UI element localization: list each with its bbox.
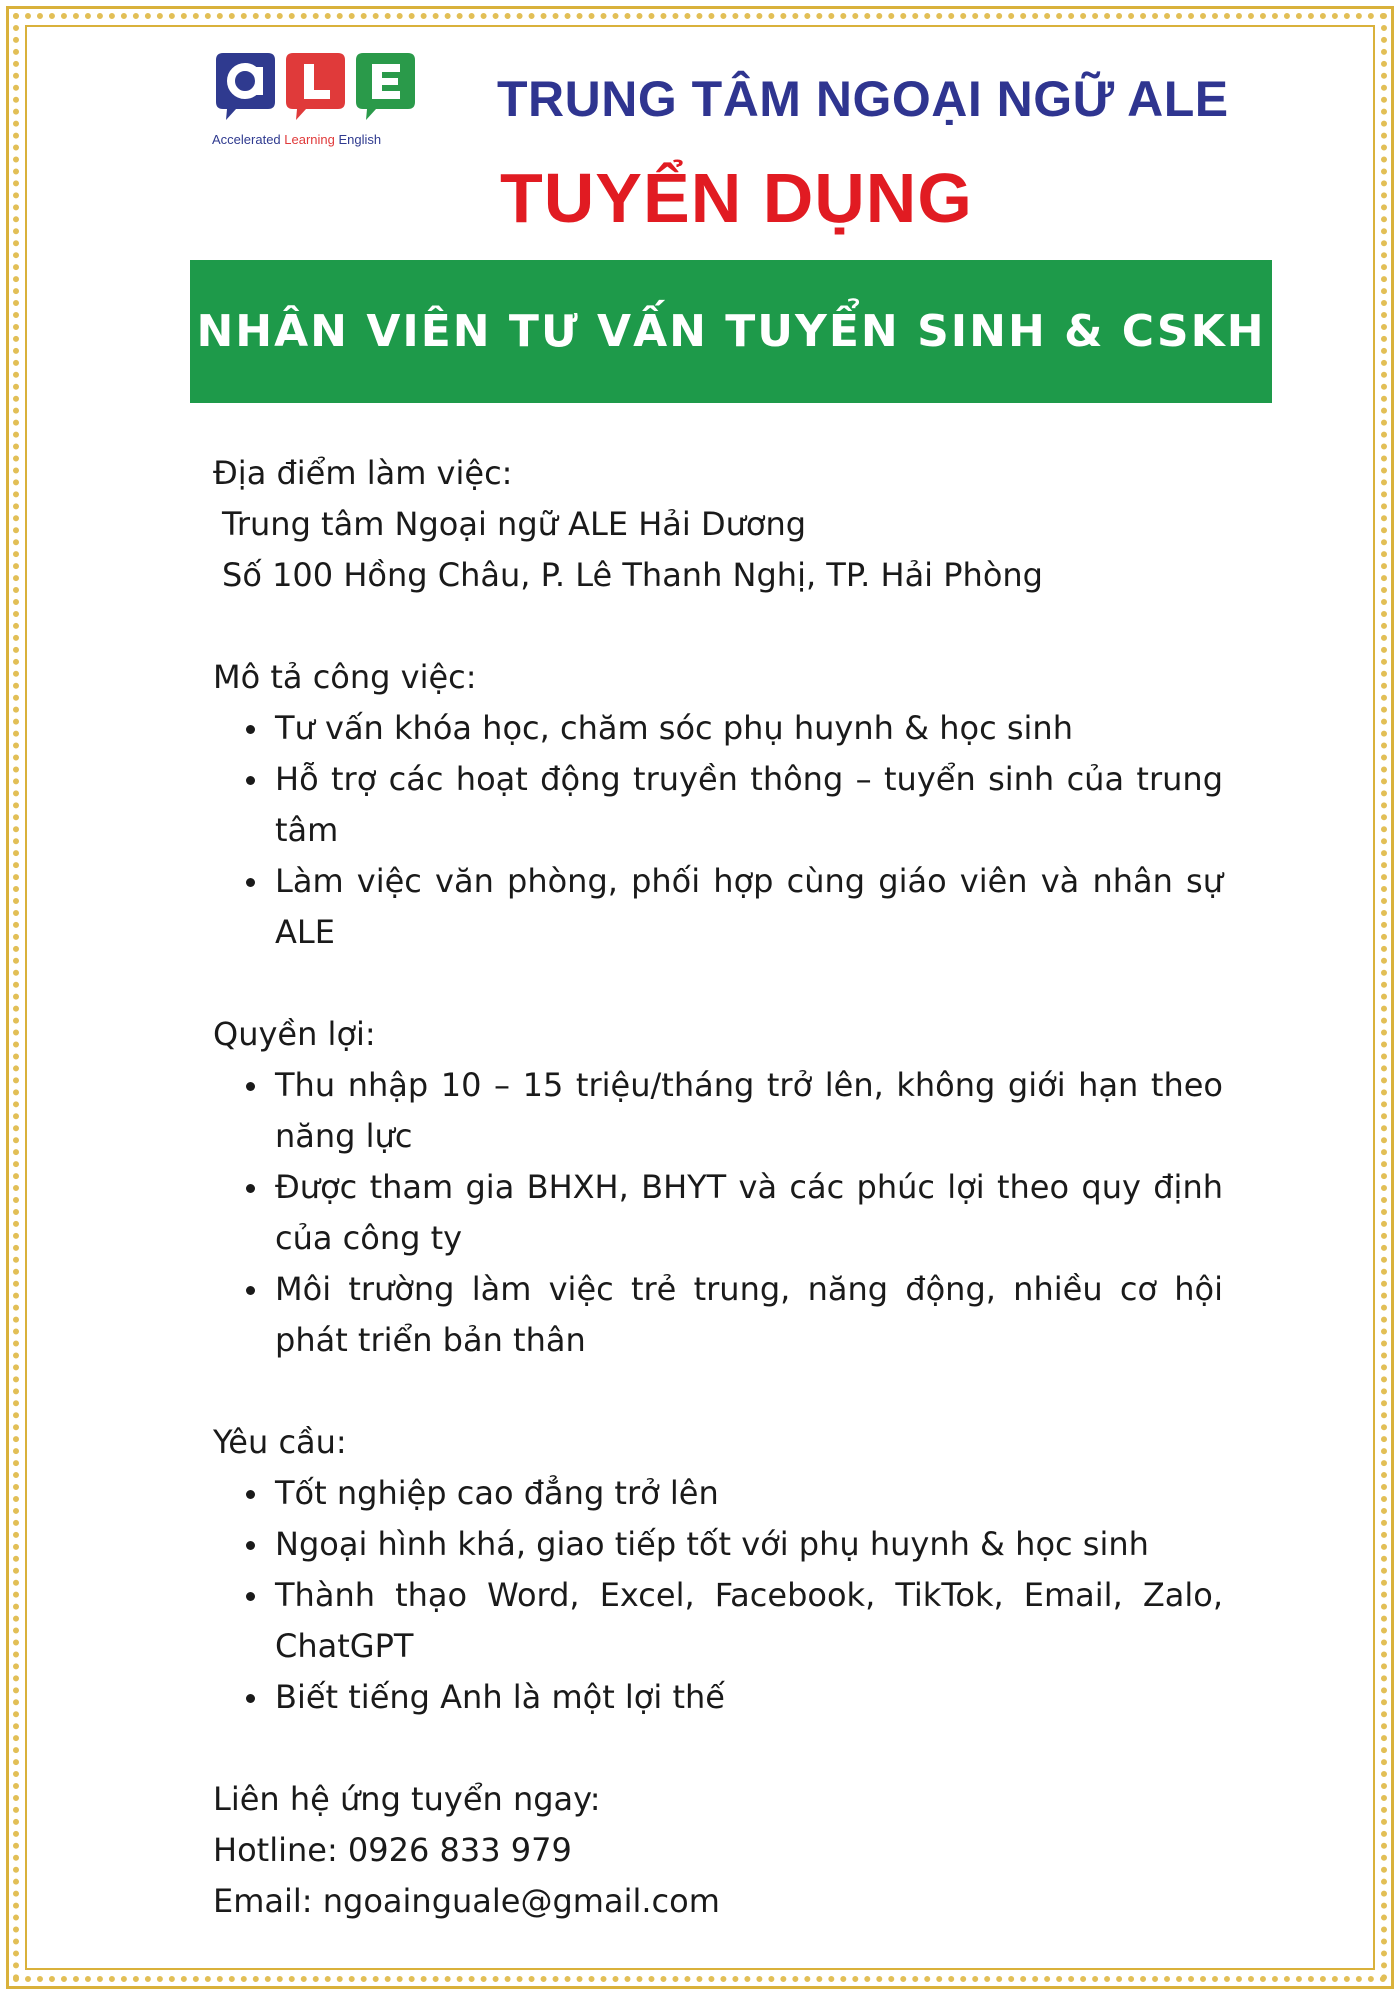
location-line: Số 100 Hồng Châu, P. Lê Thanh Nghị, TP. Hải Phòng [222,556,1043,594]
list-item: Được tham gia BHXH, BHYT và các phúc lợi theo quy định của công ty [213,1162,1223,1264]
job-description-section [213,652,1223,958]
requirements-section [213,1417,1223,1723]
logo-tagline: Accelerated Learning English [212,132,382,147]
job-description-list [213,703,1223,958]
email-text: Email: ngoainguale@gmail.com [213,1882,720,1920]
job-description-title: Mô tả công việc: [213,658,477,696]
list-item: Thu nhập 10 – 15 triệu/tháng trở lên, không giới hạn theo năng lực [213,1060,1223,1162]
list-item: Biết tiếng Anh là một lợi thế [213,1672,1223,1723]
location-title: Địa điểm làm việc: [213,454,513,492]
list-item: Làm việc văn phòng, phối hợp cùng giáo viên và nhân sự ALE [213,856,1223,958]
requirements-list [213,1468,1223,1723]
hotline-text: Hotline: 0926 833 979 [213,1831,572,1869]
ale-logo [212,50,427,155]
center-name: TRUNG TÂM NGOẠI NGỮ ALE [497,71,1229,127]
list-item: Tốt nghiệp cao đẳng trở lên [213,1468,1223,1519]
list-item: Môi trường làm việc trẻ trung, năng động, nhiều cơ hội phát triển bản thân [213,1264,1223,1366]
list-item: Ngoại hình khá, giao tiếp tốt với phụ huynh & học sinh [213,1519,1223,1570]
list-item: Thành thạo Word, Excel, Facebook, TikTok, Email, Zalo, ChatGPT [213,1570,1223,1672]
benefits-list [213,1060,1223,1366]
benefits-title: Quyền lợi: [213,1015,376,1053]
location-line: Trung tâm Ngoại ngữ ALE Hải Dương [222,505,807,543]
position-title: NHÂN VIÊN TƯ VẤN TUYỂN SINH & CSKH [196,306,1266,357]
contact-section [213,1774,1223,1927]
requirements-title: Yêu cầu: [213,1423,347,1461]
contact-title: Liên hệ ứng tuyển ngay: [213,1780,601,1818]
benefits-section [213,1009,1223,1366]
ale-logo-mark [212,50,427,130]
recruitment-headline: TUYỂN DỤNG [500,159,973,237]
position-banner [190,260,1272,403]
job-details [213,448,1223,1927]
location-section [213,448,1223,601]
list-item: Tư vấn khóa học, chăm sóc phụ huynh & học sinh [213,703,1223,754]
list-item: Hỗ trợ các hoạt động truyền thông – tuyển sinh của trung tâm [213,754,1223,856]
